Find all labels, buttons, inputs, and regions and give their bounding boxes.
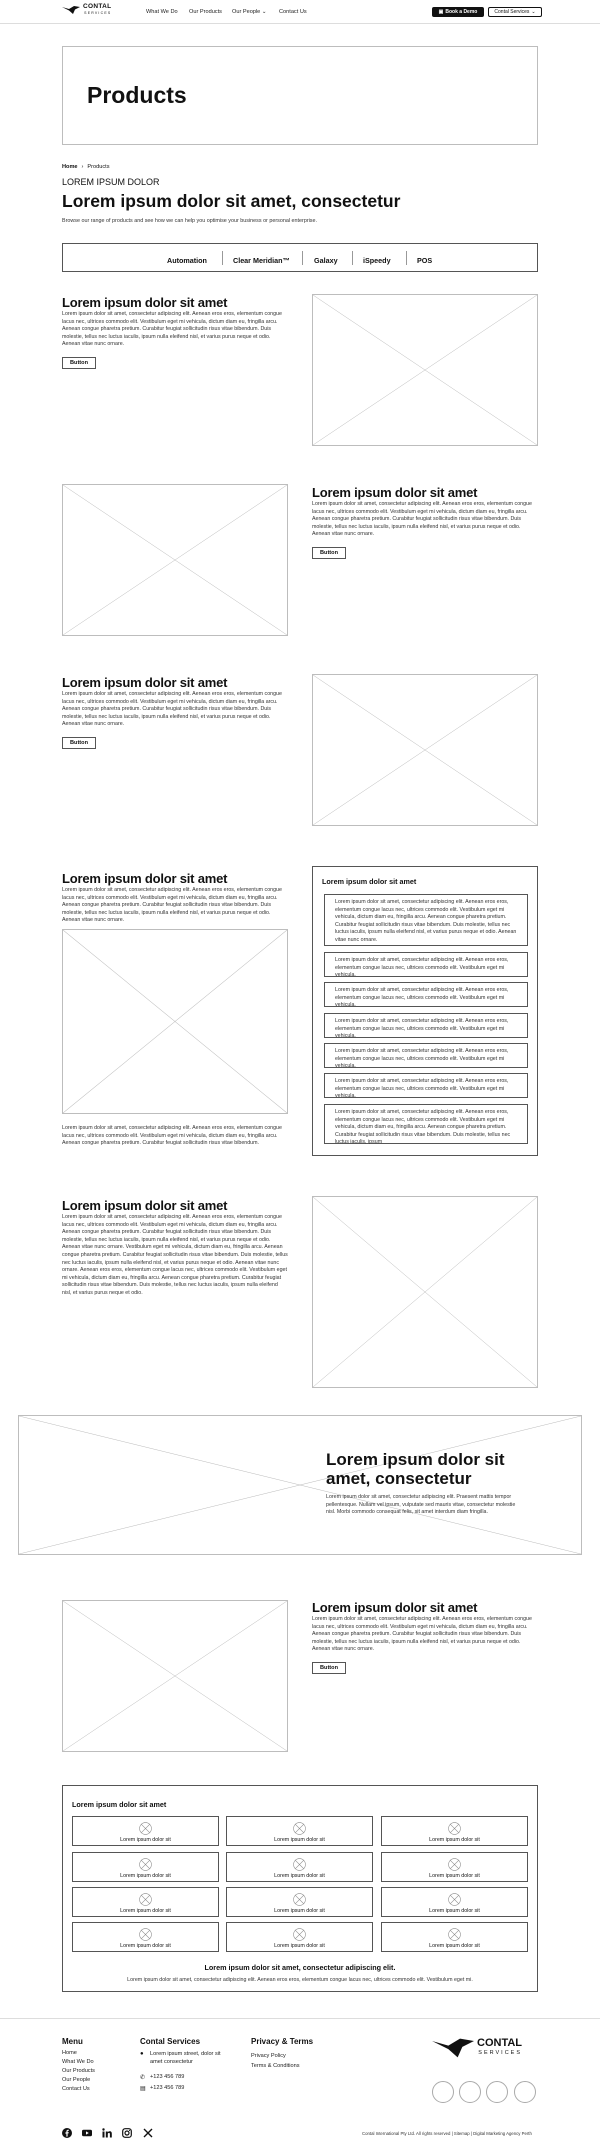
footer-link-contact-us[interactable]: Contact Us [62,2086,90,2092]
section-5-body: Lorem ipsum dolor sit amet, consectetur adipiscing elit. Aenean eros eros, elementum congue lacus nec, ultrices commodo elit. Vestibulum eget mi vehicula, dictum diam eu, fringilla arcu. Aenean congue pharetra pretium. Curabitur feugiat sollicitudin risus vitae bibendum. Duis molestie, tellus nec luctus iaculis, ipsum nulla eleifend nisl, et varius purus neque et odio. Aenean vitae nunc ornare. Vestibulum eget mi vehicula, dictum diam eu, fringilla arcu. Aenean congue pharetra pretium. Curabitur feugiat sollicitudin risus vitae bibendum. Duis molestie, tellus nec luctus iaculis, ipsum nulla eleifend nisl, et varius purus neque et odio. Aenean vitae nunc ornare. Aenean eros eros, elementum congue lacus nec, ultrices commodo elit. Vestibulum eget mi vehicula, dictum diam eu, fringilla arcu. Aenean congue pharetra pretium. Curabitur feugiat sollicitudin risus vitae bibendum. Duis molestie, tellus nec luctus iaculis, ipsum nulla eleifend nisl, et varius purus neque et odio. [62,1214,288,1296]
feature-grid [72,1816,528,1953]
feature-card-label: Lorem ipsum dolor sit [274,1873,325,1879]
footer-link-privacy-policy[interactable]: Privacy Policy [251,2053,286,2059]
hero-title: Products [87,82,187,108]
tab-divider [222,251,223,265]
section-5-title: Lorem ipsum dolor sit amet [62,1198,228,1213]
linkedin-icon[interactable] [102,2128,112,2138]
footer-menu-title: Menu [62,2037,83,2046]
instagram-icon[interactable] [122,2128,132,2138]
breadcrumb-current: Products [87,164,110,170]
feature-card[interactable] [381,1852,528,1882]
feature-card[interactable] [381,1887,528,1917]
accordion-item-1[interactable]: Lorem ipsum dolor sit amet, consectetur adipiscing elit. Aenean eros eros, elementum congue lacus nec, ultrices commodo elit. Vestibulum eget mi vehicula, dictum diam eu, fringilla arcu. Aenean congue pharetra pretium. Curabitur feugiat sollicitudin risus vitae bibendum. Duis molestie, tellus nec luctus iaculis, ipsum nulla eleifend nisl, et varius purus neque et odio. Aenean vitae nunc ornare. [324,894,528,946]
nav-our-people[interactable] [232,9,267,15]
placeholder-icon [139,1893,152,1906]
x-twitter-icon[interactable] [143,2128,153,2138]
image-placeholder [312,674,538,826]
footer-menu [62,2050,95,2092]
chevron-right-icon: › [81,164,84,170]
tab-ispeedy[interactable]: iSpeedy [363,256,391,265]
phone-icon: ✆ [140,2075,146,2081]
section-1-button[interactable]: Button [62,357,96,369]
placeholder-icon [448,1893,461,1906]
section-6-button[interactable]: Button [312,1662,346,1674]
youtube-icon[interactable] [82,2128,92,2138]
feature-card[interactable] [381,1922,528,1952]
accordion-item-2[interactable]: Lorem ipsum dolor sit amet, consectetur adipiscing elit. Aenean eros eros, elementum congue lacus nec, ultrices commodo elit. Vestibulum eget mi vehicula. [324,952,528,977]
feature-card-label: Lorem ipsum dolor sit [274,1943,325,1949]
accordion-item-6[interactable]: Lorem ipsum dolor sit amet, consectetur adipiscing elit. Aenean eros eros, elementum congue lacus nec, ultrices commodo elit. Vestibulum eget mi vehicula. [324,1073,528,1098]
brand-sub: SERVICES [84,11,112,15]
breadcrumb-home[interactable]: Home [62,164,78,170]
feature-card-label: Lorem ipsum dolor sit [120,1837,171,1843]
section-1-title: Lorem ipsum dolor sit amet [62,295,228,310]
accordion-item-3[interactable]: Lorem ipsum dolor sit amet, consectetur adipiscing elit. Aenean eros eros, elementum congue lacus nec, ultrices commodo elit. Vestibulum eget mi vehicula. [324,982,528,1007]
brand-logo[interactable] [62,4,111,16]
feature-card[interactable] [381,1816,528,1846]
tab-divider [302,251,303,265]
image-placeholder [62,1600,288,1752]
intro-eyebrow: LOREM IPSUM DOLOR [62,177,160,187]
footer-brand-sub: SERVICES [478,2050,523,2056]
tab-pos[interactable]: POS [417,256,433,265]
tab-galaxy[interactable]: Galaxy [314,256,338,265]
location-pin-icon: ● [140,2051,144,2057]
tab-divider [352,251,353,265]
certification-badge [486,2081,508,2103]
placeholder-icon [139,1928,152,1941]
banner-body: Lorem ipsum dolor sit amet, consectetur adipiscing elit. Praesent mattis tempor pellentesque. Nullam vel ipsum, vulputate sed mauris vitae, consectetur molestie nisl. Morbi commodo consequat felis, sit amet interdum diam fringilla. [326,1494,516,1516]
placeholder-icon [139,1822,152,1835]
placeholder-icon [448,1822,461,1835]
site-header [0,0,600,24]
tab-divider [406,251,407,265]
placeholder-icon [293,1822,306,1835]
book-demo-button[interactable] [432,7,484,17]
placeholder-icon [293,1893,306,1906]
bird-logo-icon [62,5,80,15]
placeholder-icon [448,1858,461,1871]
footer-brand-name: CONTAL [477,2037,523,2049]
brand-name: CONTAL [83,3,112,10]
section-3-body: Lorem ipsum dolor sit amet, consectetur adipiscing elit. Aenean eros eros, elementum congue lacus nec, ultrices commodo elit. Vestibulum eget mi vehicula, dictum diam eu, fringilla arcu. Aenean congue pharetra pretium. Curabitur feugiat sollicitudin risus vitae bibendum. Duis molestie, tellus nec luctus iaculis, ipsum nulla eleifend nisl, et varius purus neque et odio. Aenean vitae nunc ornare. [62,691,282,728]
footer-link-what-we-do[interactable]: What We Do [62,2059,94,2065]
section-4-title: Lorem ipsum dolor sit amet [62,871,228,886]
chevron-down-icon: ⌄ [261,9,267,15]
section-3-title: Lorem ipsum dolor sit amet [62,675,228,690]
accordion-item-7[interactable]: Lorem ipsum dolor sit amet, consectetur adipiscing elit. Aenean eros eros, elementum congue lacus nec, ultrices commodo elit. Vestibulum eget mi vehicula, dictum diam eu, fringilla arcu. Aenean congue pharetra pretium. Curabitur feugiat sollicitudin risus vitae bibendum. Duis molestie, tellus nec luctus iaculis, ipsum [324,1104,528,1144]
company-select[interactable] [488,7,542,17]
fax-icon: ▤ [140,2086,146,2092]
feature-card[interactable] [72,1922,219,1952]
feature-card[interactable] [72,1816,219,1846]
feature-card-label: Lorem ipsum dolor sit [274,1837,325,1843]
accordion-item-5[interactable]: Lorem ipsum dolor sit amet, consectetur adipiscing elit. Aenean eros eros, elementum congue lacus nec, ultrices commodo elit. Vestibulum eget mi vehicula. [324,1043,528,1068]
feature-card-label: Lorem ipsum dolor sit [429,1943,480,1949]
feature-card-label: Lorem ipsum dolor sit [429,1908,480,1914]
feature-card[interactable] [226,1922,373,1952]
image-placeholder [312,1196,538,1388]
placeholder-icon [448,1928,461,1941]
footer-divider [0,2018,600,2019]
section-6-body: Lorem ipsum dolor sit amet, consectetur adipiscing elit. Aenean eros eros, elementum congue lacus nec, ultrices commodo elit. Vestibulum eget mi vehicula, dictum diam eu, fringilla arcu. Aenean congue pharetra pretium. Curabitur feugiat sollicitudin risus vitae bibendum. Duis molestie, tellus nec luctus iaculis, ipsum nulla eleifend nisl, et varius purus neque et odio. Aenean vitae nunc ornare. [312,1616,532,1653]
footer-copyright: Contal International Pty Ltd. All rights reserved | Sitemap | Digital Marketing Agency Perth [362,2131,532,2136]
accordion-title: Lorem ipsum dolor sit amet [322,877,417,886]
footer-cs-title: Contal Services [140,2037,201,2046]
feature-card-label: Lorem ipsum dolor sit [120,1908,171,1914]
chevron-down-icon: ⌄ [531,9,536,15]
feature-card-label: Lorem ipsum dolor sit [120,1873,171,1879]
feature-card[interactable] [72,1852,219,1882]
grid-footer-body: Lorem ipsum dolor sit amet, consectetur adipiscing elit. Aenean eros eros, elementum congue lacus nec, ultrices commodo elit. Vestibulum eget mi. [127,1977,473,1983]
company-select-value: Contal Services [494,9,530,15]
feature-card-label: Lorem ipsum dolor sit [274,1908,325,1914]
nav-contact-us[interactable]: Contact Us [279,9,307,15]
intro-title: Lorem ipsum dolor sit amet, consectetur [62,191,401,211]
certification-badge [459,2081,481,2103]
product-tabs [62,243,538,272]
feature-card[interactable] [72,1887,219,1917]
section-6-title: Lorem ipsum dolor sit amet [312,1600,478,1615]
hero-banner [62,46,538,145]
placeholder-icon [139,1858,152,1871]
nav-our-products[interactable]: Our Products [189,9,222,15]
certification-badge [514,2081,536,2103]
tab-clear-meridian[interactable]: Clear Meridian™ [233,256,290,265]
section-3-button[interactable]: Button [62,737,96,749]
feature-card[interactable] [226,1852,373,1882]
footer-privacy-title: Privacy & Terms [251,2037,314,2046]
calendar-icon: ▣ [438,9,444,15]
certification-badge [432,2081,454,2103]
image-placeholder [62,484,288,636]
section-4-body: Lorem ipsum dolor sit amet, consectetur adipiscing elit. Aenean eros eros, elementum congue lacus nec, ultrices commodo elit. Vestibulum eget mi vehicula, dictum diam eu, fringilla arcu. Aenean congue pharetra pretium. Curabitur feugiat sollicitudin risus vitae bibendum. Duis molestie, tellus nec luctus iaculis, ipsum nulla eleifend nisl, et varius purus neque et odio. Aenean vitae nunc ornare. [62,887,282,924]
placeholder-icon [293,1858,306,1871]
section-2-button[interactable]: Button [312,547,346,559]
section-4-body-below: Lorem ipsum dolor sit amet, consectetur adipiscing elit. Aenean eros eros, elementum congue lacus nec, ultrices commodo elit. Vestibulum eget mi vehicula, dictum diam eu, fringilla arcu. Aenean congue pharetra pretium. Curabitur feugiat sollicitudin risus vitae bibendum. [62,1125,282,1147]
placeholder-icon [293,1928,306,1941]
footer-link-home[interactable]: Home [62,2050,77,2056]
footer-link-our-people[interactable]: Our People [62,2077,91,2083]
feature-card-label: Lorem ipsum dolor sit [429,1873,480,1879]
footer-address: Lorem ipsum street, dolor sit amet consectetur [150,2051,221,2065]
footer-phone-2[interactable]: +123 456 789 [150,2085,185,2091]
feature-card-label: Lorem ipsum dolor sit [429,1837,480,1843]
footer-link-terms[interactable]: Terms & Conditions [251,2063,300,2069]
facebook-icon[interactable] [62,2128,72,2138]
nav-what-we-do[interactable]: What We Do [146,9,178,15]
bird-logo-icon [432,2036,474,2060]
accordion-item-4[interactable]: Lorem ipsum dolor sit amet, consectetur adipiscing elit. Aenean eros eros, elementum congue lacus nec, ultrices commodo elit. Vestibulum eget mi vehicula. [324,1013,528,1038]
grid-title: Lorem ipsum dolor sit amet [72,1800,167,1809]
feature-card[interactable] [226,1816,373,1846]
footer-brand-logo[interactable] [432,2036,522,2060]
nav-our-people-label: Our People [232,9,261,15]
section-2-title: Lorem ipsum dolor sit amet [312,485,478,500]
grid-footer-title: Lorem ipsum dolor sit amet, consectetur adipiscing elit. [204,1963,396,1972]
section-2-body: Lorem ipsum dolor sit amet, consectetur adipiscing elit. Aenean eros eros, elementum congue lacus nec, ultrices commodo elit. Vestibulum eget mi vehicula, dictum diam eu, fringilla arcu. Aenean congue pharetra pretium. Curabitur feugiat sollicitudin risus vitae bibendum. Duis molestie, tellus nec luctus iaculis, ipsum nulla eleifend nisl, et varius purus neque et odio. Aenean vitae nunc ornare. [312,501,532,538]
image-placeholder [62,929,288,1114]
feature-card-label: Lorem ipsum dolor sit [120,1943,171,1949]
image-placeholder [312,294,538,446]
footer-phone-1[interactable]: +123 456 789 [150,2074,185,2080]
feature-card[interactable] [226,1887,373,1917]
breadcrumb [62,164,110,170]
intro-subtitle: Browse our range of products and see how we can help you optimise your business or personal enterprise. [62,218,317,224]
footer-link-our-products[interactable]: Our Products [62,2068,95,2074]
banner-title: Lorem ipsum dolor sit amet, consectetur [326,1450,505,1488]
tab-automation[interactable]: Automation [167,256,207,265]
book-demo-label: Book a Demo [445,9,478,15]
section-1-body: Lorem ipsum dolor sit amet, consectetur adipiscing elit. Aenean eros eros, elementum congue lacus nec, ultrices commodo elit. Vestibulum eget mi vehicula, dictum diam eu, fringilla arcu. Aenean congue pharetra pretium. Curabitur feugiat sollicitudin risus vitae bibendum. Duis molestie, tellus nec luctus iaculis, ipsum nulla eleifend nisl, et varius purus neque et odio. Aenean vitae nunc ornare. [62,311,282,348]
